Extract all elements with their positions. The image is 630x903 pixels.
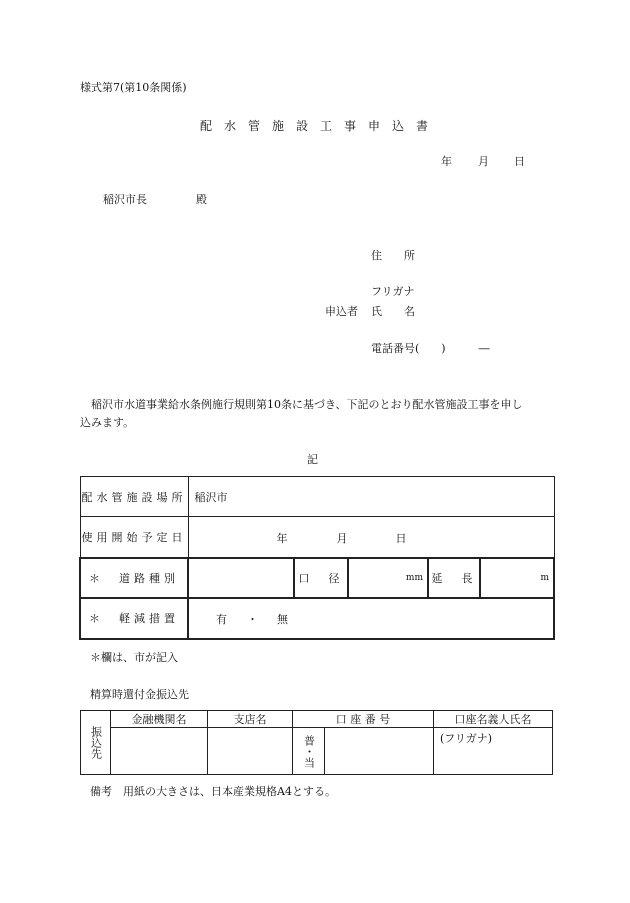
name-label: 氏 名 xyxy=(371,305,415,318)
reduction-no[interactable]: 無 xyxy=(277,613,288,626)
account-type[interactable]: 普・当 xyxy=(293,728,325,775)
addressee-name: 稲沢市長 xyxy=(103,193,147,206)
account-number-input[interactable] xyxy=(325,728,434,775)
start-month-label: 月 xyxy=(336,531,348,545)
account-holder-furigana[interactable]: (フリガナ) xyxy=(434,728,553,775)
reduction-yes[interactable]: 有 xyxy=(216,613,227,626)
length-label: 延 長 xyxy=(428,558,480,598)
diameter-unit[interactable]: mm xyxy=(348,558,428,598)
body-text-line2: 込みます。 xyxy=(80,416,135,429)
bank-input-row xyxy=(81,728,553,775)
ki-label: 記 xyxy=(307,453,318,466)
date-day-label: 日 xyxy=(514,155,525,168)
account-holder-header: 口座名義人氏名 xyxy=(434,711,553,728)
account-number-header: 口 座 番 号 xyxy=(293,711,434,728)
road-type-label: ＊ 道路種別 xyxy=(80,558,188,598)
start-day-label: 日 xyxy=(395,531,407,545)
city-note: ＊欄は、市が記入 xyxy=(90,651,178,664)
address-label: 住 所 xyxy=(371,249,415,262)
body-text-line1: 稲沢市水道事業給水条例施行規則第10条に基づき、下記のとおり配水管施設工事を申し xyxy=(91,398,523,411)
branch-name-header: 支店名 xyxy=(208,711,293,728)
phone-label: 電話番号( ) ― xyxy=(371,342,490,355)
start-year-label: 年 xyxy=(276,531,288,545)
start-date-value[interactable] xyxy=(188,517,554,558)
transfer-side-label: 振込先 xyxy=(81,711,111,775)
branch-name-input[interactable] xyxy=(208,728,293,775)
length-unit[interactable]: m xyxy=(480,558,554,598)
applicant-label: 申込者 xyxy=(325,305,358,318)
bank-header-row xyxy=(81,711,553,728)
start-date-row xyxy=(80,517,554,558)
reduction-row xyxy=(80,598,554,639)
location-value[interactable]: 稲沢市 xyxy=(188,477,554,517)
furigana-label: フリガナ xyxy=(371,285,415,298)
page-title: 配 水 管 施 設 工 事 申 込 書 xyxy=(200,119,429,133)
date-month-label: 月 xyxy=(478,155,489,168)
remarks: 備考 用紙の大きさは、日本産業規格A4とする。 xyxy=(90,785,336,798)
road-row xyxy=(80,558,554,598)
location-label: 配水管施設場所 xyxy=(80,477,188,517)
refund-title: 精算時還付金振込先 xyxy=(90,688,189,701)
application-table xyxy=(79,476,555,640)
form-number: 様式第7(第10条関係) xyxy=(80,81,187,94)
reduction-label: ＊ 軽減措置 xyxy=(80,598,188,639)
location-row xyxy=(80,477,554,517)
bank-name-input[interactable] xyxy=(111,728,208,775)
bank-name-header: 金融機関名 xyxy=(111,711,208,728)
bank-table xyxy=(80,710,553,775)
reduction-value[interactable] xyxy=(188,598,554,639)
reduction-dot: ・ xyxy=(247,613,258,626)
addressee-honorific: 殿 xyxy=(196,193,207,206)
date-year-label: 年 xyxy=(441,155,452,168)
start-date-label: 使用開始予定日 xyxy=(80,517,188,558)
diameter-label: 口 径 xyxy=(294,558,348,598)
road-type-value[interactable] xyxy=(188,558,294,598)
